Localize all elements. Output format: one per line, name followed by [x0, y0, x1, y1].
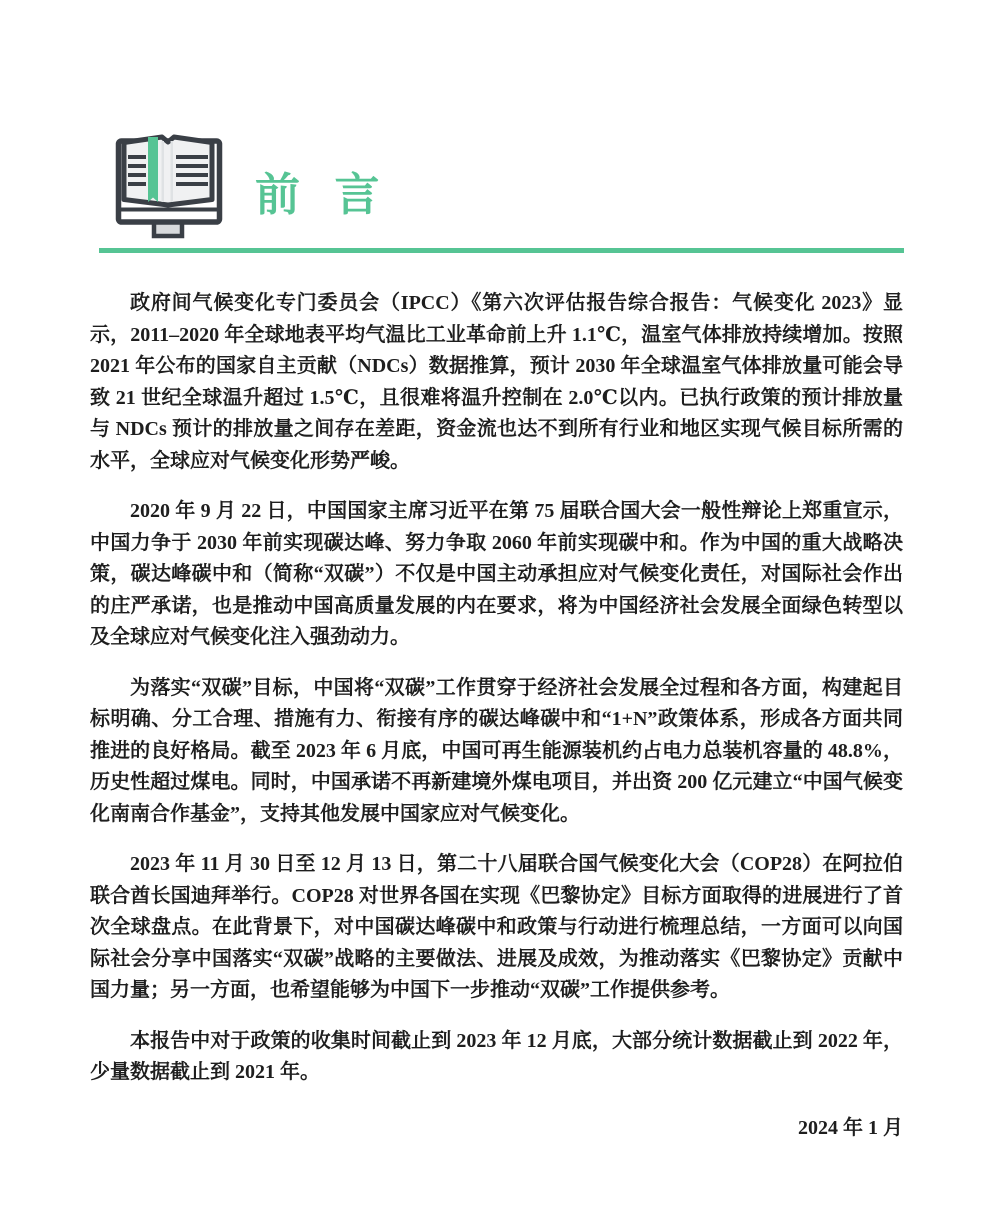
body-paragraph: 为落实“双碳”目标，中国将“双碳”工作贯穿于经济社会发展全过程和各方面，构建起目标明确、分工合理、措施有力、衔接有序的碳达峰碳中和“1+N”政策体系，形成各方面共同推进的良好格局。截至 2023 年 6 月底，中国可再生能源装机约占电力总装机容量的 48.8%，历史性超过煤电。同时，中国承诺不再新建境外煤电项目，并出资 200 亿元建立“中国气候变化南南合作基金”，支持其他发展中国家应对气候变化。 — [90, 676, 903, 825]
page-title: 前 言 — [255, 169, 382, 220]
paragraph-container — [90, 288, 903, 1089]
book-on-monitor-icon-svg — [112, 132, 234, 246]
report-date: 2024 年 1 月 — [798, 1116, 903, 1139]
header-divider — [99, 248, 904, 253]
body-paragraph: 政府间气候变化专门委员会（IPCC）《第六次评估报告综合报告：气候变化 2023》显示，2011–2020 年全球地表平均气温比工业革命前上升 1.1℃，温室气体排放持续增加。按照 2021 年公布的国家自主贡献（NDCs）数据推算，预计 2030 年全球温室气体排放量可能会导致 21 世纪全球温升超过 1.5℃，且很难将温升控制在 2.0℃以内。已执行政策的预计排放量与 NDCs 预计的排放量之间存在差距，资金流也达不到所有行业和地区实现气候目标所需的水平，全球应对气候变化形势严峻。 — [90, 292, 903, 472]
body-paragraph: 2023 年 11 月 30 日至 12 月 13 日，第二十八届联合国气候变化大会（COP28）在阿拉伯联合酋长国迪拜举行。COP28 对世界各国在实现《巴黎协定》目标方面取得的进展进行了首次全球盘点。在此背景下，对中国碳达峰碳中和政策与行动进行梳理总结，一方面可以向国际社会分享中国落实“双碳”战略的主要做法、进展及成效，为推动落实《巴黎协定》贡献中国力量；另一方面，也希望能够为中国下一步推动“双碳”工作提供参考。 — [90, 853, 903, 1001]
body-paragraph: 本报告中对于政策的收集时间截止到 2023 年 12 月底，大部分统计数据截止到 2022 年，少量数据截止到 2021 年。 — [90, 1029, 903, 1083]
body-paragraph: 2020 年 9 月 22 日，中国国家主席习近平在第 75 届联合国大会一般性辩论上郑重宣示，中国力争于 2030 年前实现碳达峰、努力争取 2060 年前实现碳中和。作为中国的重大战略决策，碳达峰碳中和（简称“双碳”）不仅是中国主动承担应对气候变化责任，对国际社会作出的庄严承诺，也是推动中国高质量发展的内在要求，将为中国经济社会发展全面绿色转型以及全球应对气候变化注入强劲动力。 — [90, 500, 903, 648]
preface-body — [90, 288, 903, 1144]
book-on-monitor-icon — [112, 132, 234, 246]
